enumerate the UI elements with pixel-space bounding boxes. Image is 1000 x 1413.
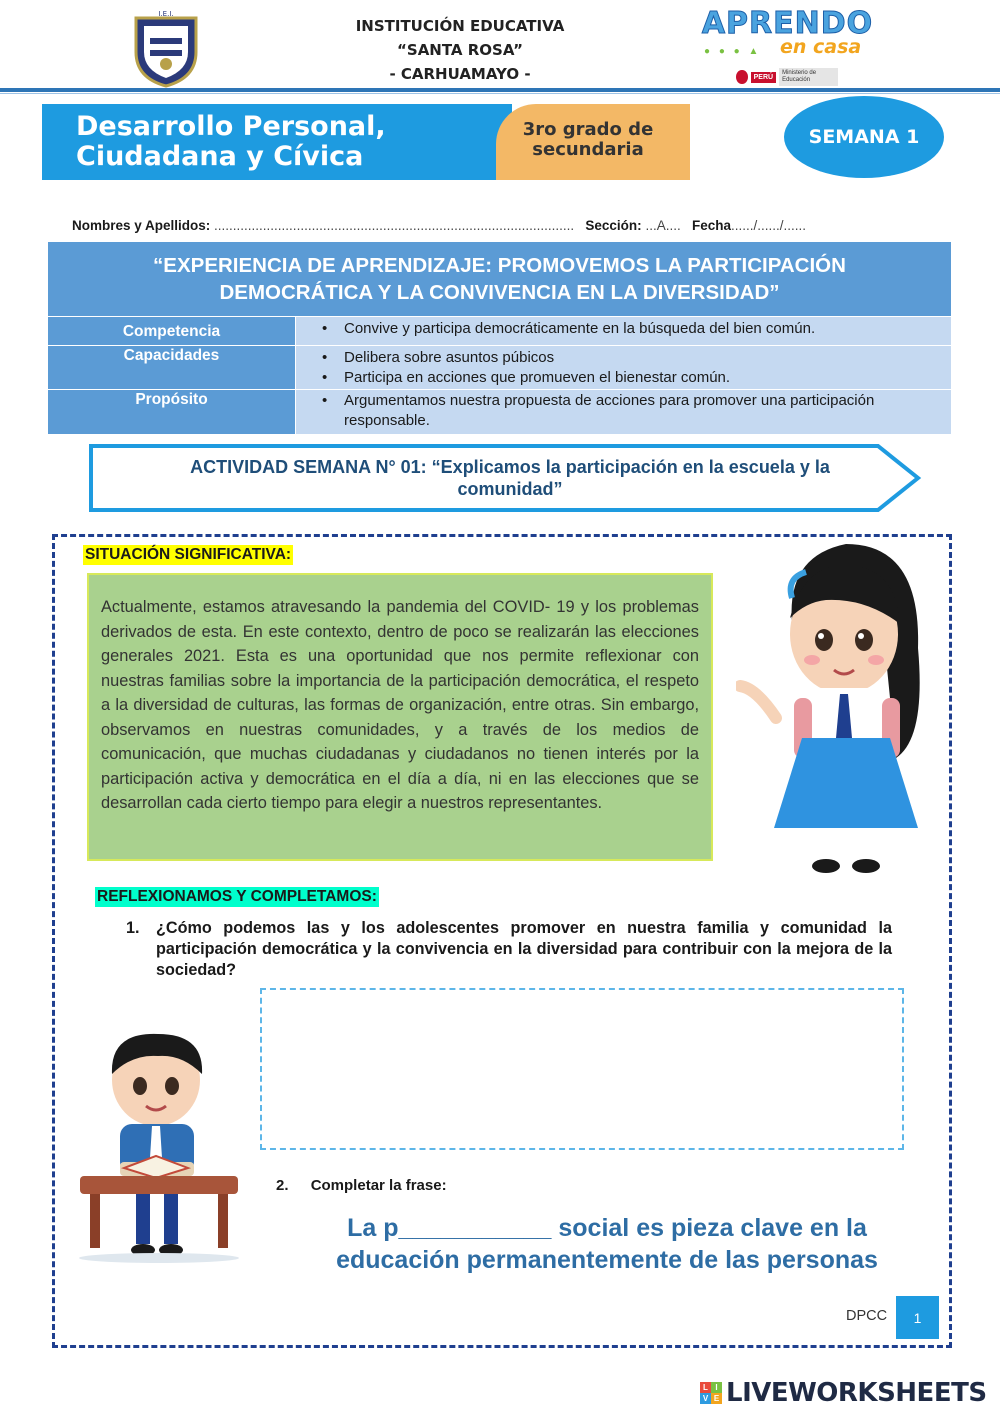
names-label: Nombres y Apellidos: [72, 218, 211, 233]
row-values [296, 346, 951, 389]
experience-title [48, 242, 951, 316]
phrase-end: social es pieza clave en la [551, 1214, 867, 1242]
institution-line-3: - CARHUAMAYO - [389, 65, 531, 83]
complete-phrase [292, 1212, 922, 1276]
ministry-country: PERÚ [751, 72, 776, 83]
date-label: Fecha [691, 218, 731, 233]
question-2-text: Completar la frase: [310, 1177, 447, 1194]
liveworksheets-logo [700, 1378, 987, 1408]
ministry-logo [736, 68, 838, 86]
experience-table [48, 242, 951, 434]
row-values [296, 317, 951, 345]
row-label: Propósito [48, 390, 296, 434]
course-name [76, 112, 386, 172]
grade-line-1: 3ro grado de [522, 119, 654, 140]
list-item: • Convive y participa democráticamente en la búsqueda del bien común. [344, 319, 951, 339]
question-1-text: ¿Cómo podemos las y los adolescentes promover en nuestra familia y comunidad la participación democrática y la convivencia en la diversidad para contribuir con la mejora de la sociedad? [156, 919, 892, 979]
table-row-capacidades [48, 346, 951, 389]
situation-box [87, 573, 713, 861]
course-name-line-1: Desarrollo Personal, [76, 111, 386, 142]
section-field[interactable]: ...A.... [645, 218, 681, 233]
logo-letter: V [700, 1393, 711, 1404]
course-name-line-2: Ciudadana y Cívica [76, 141, 364, 172]
answer-1-field[interactable] [260, 988, 904, 1150]
crest-lettering: I.E.I. [158, 10, 174, 18]
ministry-name: Ministerio de Educación [779, 68, 838, 86]
section-label: Sección: [585, 218, 642, 233]
situation-text: Actualmente, estamos atravesando la pandemia del COVID- 19 y los problemas derivados de esta. En este contexto, dentro de poco se realizarán las elecciones generales 2021. Esta es una oportunidad que nos permite reflexionar con nuestras familias sobre la importancia de la participación democrática, el respeto a la diversidad de culturas, las formas de organización, entre otras. Sin embargo, observamos en nuestras comunidades, y a través de los medios de comunicación, que muchas ciudadanas y ciudadanos no tienen interés por la participación activa y democrática en el día a día, ni en las elecciones que se desarrollan cada cierto tiempo para elegir a nuestros representantes. [101, 598, 699, 812]
grade-line-2: secundaria [532, 139, 644, 160]
institution-line-1: INSTITUCIÓN EDUCATIVA [355, 17, 565, 35]
institution-name [300, 14, 620, 86]
question-2 [276, 1177, 447, 1194]
reflection-label: REFLEXIONAMOS Y COMPLETAMOS: [97, 888, 377, 905]
peru-shield-icon [736, 70, 748, 84]
brand-dots-icon: ● ● ● ▲ [704, 46, 762, 57]
activity-title-line-2: comunidad” [457, 479, 563, 499]
page-header [0, 0, 1000, 96]
student-girl-illustration-icon [736, 538, 936, 880]
row-label: Competencia [48, 317, 296, 345]
phrase-blank-input[interactable]: ___________ [398, 1214, 552, 1242]
table-row-competencia [48, 317, 951, 345]
student-boy-reading-illustration-icon [76, 1028, 242, 1264]
logo-letter: E [711, 1393, 722, 1404]
list-item: • Participa en acciones que promueven el bienestar común. [344, 368, 951, 388]
experience-title-line-1: “EXPERIENCIA DE APRENDIZAJE: PROMOVEMOS LA PARTICIPACIÓN [153, 254, 846, 277]
liveworksheets-logo-icon [700, 1382, 722, 1404]
aprendo-en-casa-logo [700, 6, 875, 90]
list-item: • Argumentamos nuestra propuesta de acciones para promover una participación responsable. [344, 391, 943, 431]
brand-subtitle: en casa [780, 36, 862, 58]
logo-letter: L [700, 1382, 711, 1393]
brand-title: APRENDO [701, 6, 874, 41]
student-info-line [72, 218, 932, 233]
institution-line-2: “SANTA ROSA” [397, 41, 523, 59]
table-row-proposito [48, 390, 951, 434]
grade-label [496, 120, 680, 160]
liveworksheets-brand: LIVEWORKSHEETS [726, 1378, 987, 1408]
question-1-number: 1. [126, 919, 140, 937]
phrase-start: La p [347, 1214, 399, 1242]
header-divider [0, 88, 1000, 92]
grade-badge [496, 104, 690, 180]
logo-letter: I [711, 1382, 722, 1393]
activity-title-line-1: ACTIVIDAD SEMANA N° 01: “Explicamos la participación en la escuela y la [190, 457, 830, 477]
experience-title-line-2: DEMOCRÁTICA Y LA CONVIVENCIA EN LA DIVERSIDAD” [219, 281, 780, 304]
situation-label: SITUACIÓN SIGNIFICATIVA: [85, 546, 292, 563]
date-field[interactable]: ....../....../...... [731, 218, 807, 233]
header-divider-thin [0, 93, 1000, 94]
row-values [296, 390, 951, 434]
activity-title [130, 456, 890, 500]
page-number-badge: 1 [896, 1296, 939, 1339]
row-label: Capacidades [48, 346, 296, 389]
area-code: DPCC [846, 1308, 888, 1324]
question-2-number: 2. [276, 1177, 289, 1194]
list-item: • Delibera sobre asuntos púbicos [344, 348, 951, 368]
names-field[interactable]: ................................................................................................ [214, 218, 575, 233]
week-badge: SEMANA 1 [784, 96, 944, 178]
phrase-line-2: educación permanentemente de las personas [336, 1246, 878, 1274]
question-1 [126, 918, 892, 981]
school-crest-icon [130, 8, 202, 88]
course-banner [42, 104, 512, 180]
